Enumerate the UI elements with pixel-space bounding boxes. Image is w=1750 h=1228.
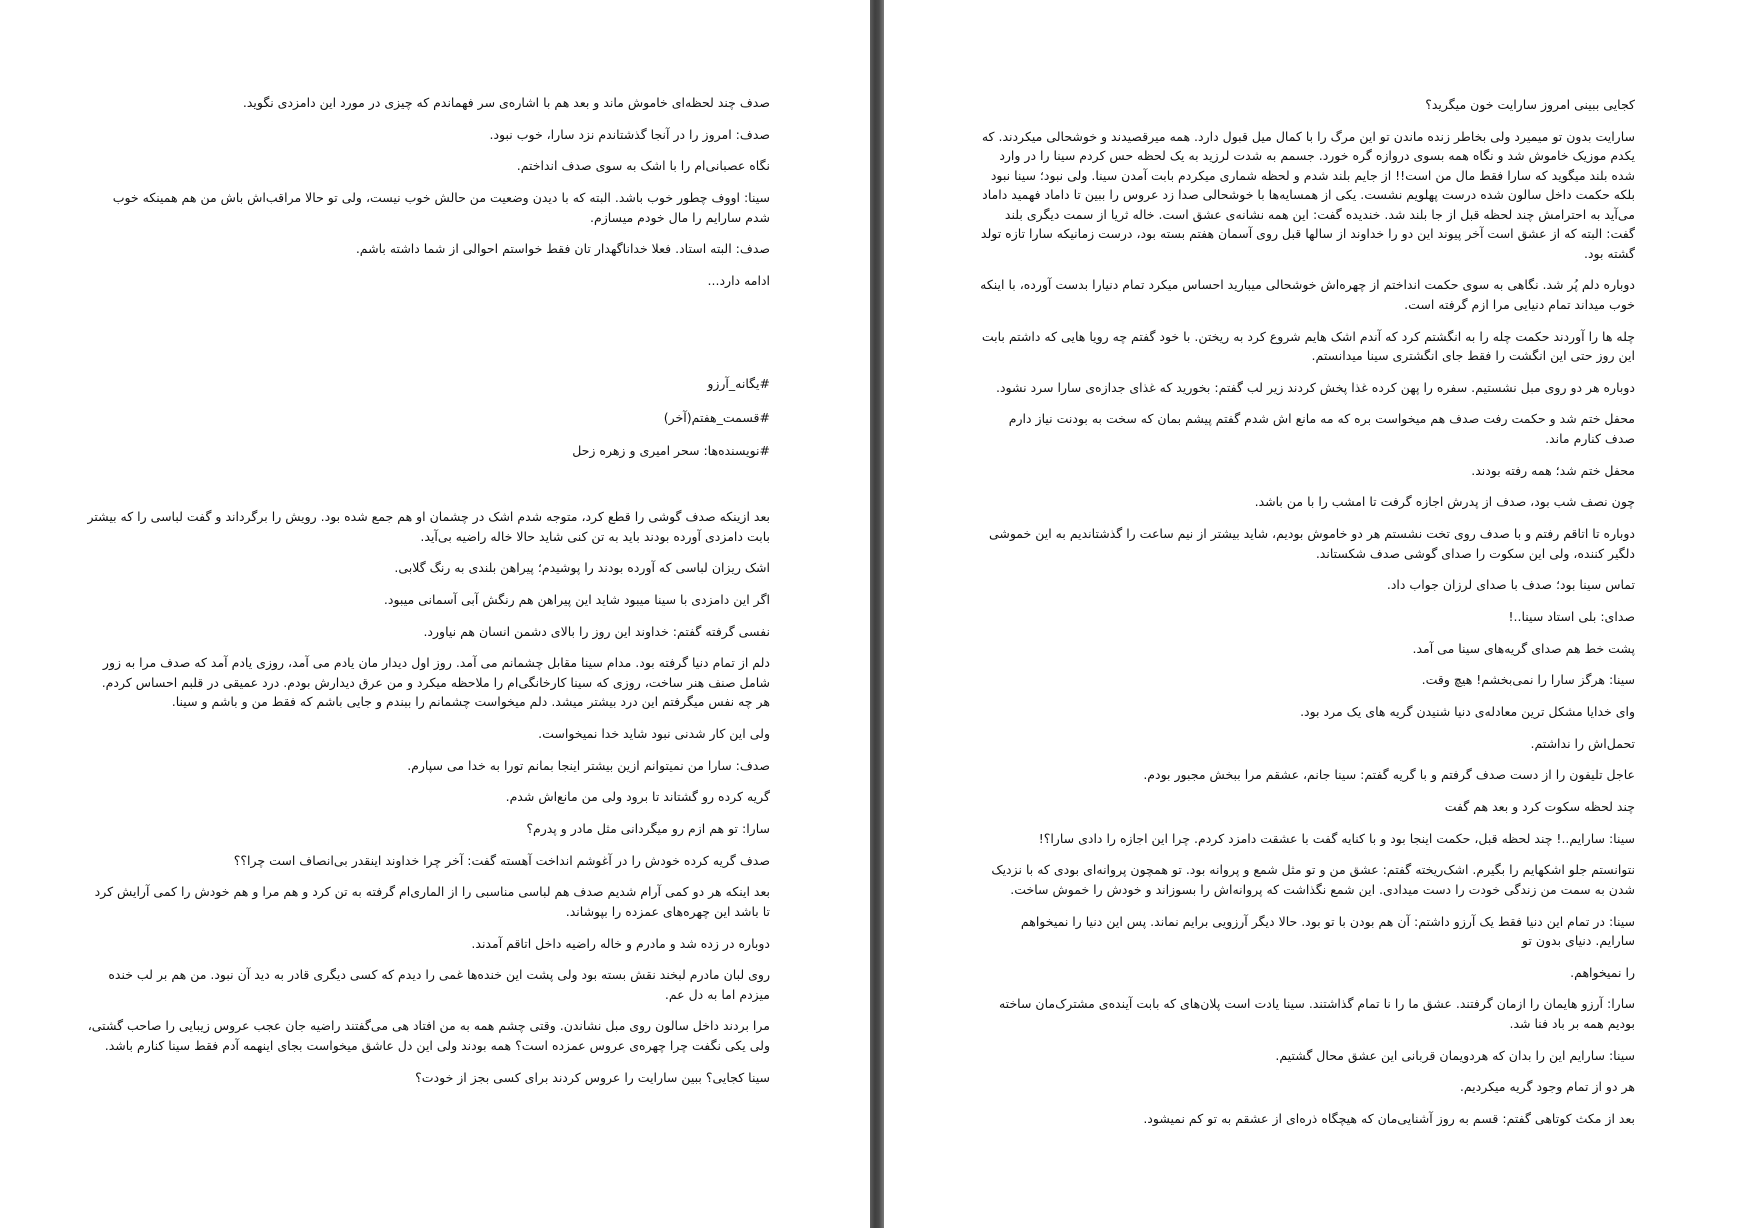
part-label: #قسمت_هفتم(آخر)	[663, 409, 770, 425]
paragraph: صدف: امروز را در آنجا گذشتاندم نزد سارا، خوب نبود.	[489, 126, 770, 142]
paragraph: تحمل‌اش را نداشتم.	[1530, 735, 1635, 751]
paragraph: را نمیخواهم.	[1570, 964, 1635, 980]
paragraph: سینا: سارایم..! چند لحظه قبل، حکمت اینجا بود و با کنایه گفت با عشقت دامزد کردم. چرا این اجازه را دادی سارا؟!	[1038, 830, 1635, 846]
paragraph: سینا: سارایم این را بدان که هردویمان قربانی این عشق محال گشتیم.	[1275, 1047, 1635, 1063]
paragraph: عاجل تلیفون را از دست صدف گرفتم و با گریه گفتم: سینا جانم، عشقم مرا ببخش مجبور بودم.	[1143, 767, 1635, 783]
paragraph: تماس سینا بود؛ صدف با صدای لرزان جواب داد.	[1386, 577, 1635, 593]
paragraph: نفسی گرفته گفتم: خداوند این روز را بالای دشمن انسان هم نیاورد.	[423, 623, 770, 639]
paragraph: بعد ازینکه صدف گوشی را قطع کرد، متوجه شدم اشک در چشمان او هم جمع شده بود. رویش را برگرداند و گفت لباسی را که بیشتر بابت دامزدی آورده بودند باید به تن کنی شاید حالا خاله راضیه بی‌آید.	[87, 509, 770, 544]
left-page-story-text	[85, 507, 770, 1099]
paragraph: بعد از مکث کوتاهی گفتم: قسم به روز آشنایی‌مان که هیچگاه ذره‌ای از عشقم به تو کم نمیشود.	[1143, 1111, 1635, 1126]
paragraph: هر دو از تمام وجود گریه میکردیم.	[1459, 1079, 1635, 1095]
paragraph: دوباره در زده شد و مادرم و خاله راضیه داخل اتاقم آمدند.	[471, 935, 770, 951]
paragraph: ولی این کار شدنی نبود شاید خدا نمیخواست.	[538, 725, 770, 741]
paragraph: محفل ختم شد و حکمت رفت صدف هم میخواست بره که مه مانع اش شدم گفتم پیشم بمان که سخت به بودنت نیاز دارم صدف کنارم ماند.	[1008, 411, 1635, 446]
paragraph: دلم از تمام دنیا گرفته بود. مدام سینا مقابل چشمانم می آمد. روز اول دیدار مان یادم می آمد، روزی یادم آمد که صدف مرا به زور شامل صنف هنر ساخت، روزی که سینا کارخانگی‌ام را ملاحظه میکرد و من عرق دیدارش بودم. درد عمیقی در قلبم احساس کردم. هر چه نفس میگرفتم این درد بیشتر میشد. دلم میخواست چشمانم را ببندم و جایی باشم که فقط من و باشم و سینا.	[101, 655, 770, 710]
paragraph: دوباره دلم پُر شد. نگاهی به سوی حکمت انداختم از چهره‌اش خوشحالی میبارید احساس میکرد تمام دنیارا بدست آورده، با اینکه خوب میداند تمام دنیایی مرا ازم گرفته است.	[980, 277, 1635, 312]
paragraph: سینا: اووف چطور خوب باشد. البته که با دیدن وضعیت من حالش خوب نیست، ولی تو حالا مراقب‌اش باش من هم همینکه خوب شدم سارایم را مال خودم میسازم.	[112, 190, 770, 225]
paragraph: صدف چند لحظه‌ای خاموش ماند و بعد هم با اشاره‌ی سر فهماندم که چیزی در مورد این دامزدی نگوید.	[242, 95, 770, 110]
paragraph: وای خدایا مشکل ترین معادله‌ی دنیا شنیدن گریه های یک مرد بود.	[1300, 703, 1635, 719]
paragraph: پشت خط هم صدای گریه‌های سینا می آمد.	[1412, 640, 1635, 656]
left-page	[0, 0, 870, 1228]
paragraph: نگاه عصبانی‌ام را با اشک به سوی صدف انداختم.	[516, 158, 770, 174]
paragraph: اشک ریزان لباسی که آورده بودند را پوشیدم؛ پیراهن بلندی به رنگ گلابی.	[394, 560, 770, 576]
continued-note: ادامه دارد...	[707, 272, 770, 288]
paragraph: کجایی ببینی امروز سارایت خون میگرید؟	[1425, 97, 1635, 112]
paragraph: سینا: هرگز سارا را نمی‌بخشم! هیچ وقت.	[1421, 672, 1635, 688]
paragraph: گریه کرده رو گشتاند تا برود ولی من مانع‌اش شدم.	[505, 789, 770, 805]
paragraph: نتوانستم جلو اشکهایم را بگیرم. اشک‌ریخته گفتم: عشق من و تو مثل شمع و پروانه بود. تو همچون پروانه‌ای بودی که با نزدیک شدن به سمت من زندگی خودت را دست میدادی. این شمع نگذاشت که پروانه‌اش را بسوزاند و خودش را خموش ساخت.	[991, 862, 1635, 897]
paragraph: صدف: سارا من نمیتوانم ازین بیشتر اینجا بمانم تورا به خدا می سپارم.	[407, 757, 770, 773]
paragraph: سینا: در تمام این دنیا فقط یک آرزو داشتم: آن هم بودن با تو بود. حالا دیگر آرزویی برایم نماند. پس این دنیا را نمیخواهم سارایم. دنیای بدون تو	[1020, 913, 1635, 949]
paragraph: دوباره هر دو روی مبل نشستیم. سفره را پهن کرده غذا پخش کردند زیر لب گفتم: بخورید که غذای جدازه‌ی سارا سرد نشود.	[995, 379, 1635, 395]
paragraph: چند لحظه سکوت کرد و بعد هم گفت	[1444, 799, 1635, 814]
paragraph: چون نصف شب بود، صدف از پدرش اجازه گرفت تا امشب را با من باشد.	[1254, 494, 1635, 510]
paragraph: صدف: البته استاد. فعلا خداناگهدار تان فقط خواستم احوالی از شما داشته باشم.	[355, 241, 770, 257]
paragraph: مرا بردند داخل سالون روی مبل نشاندن. وقتی چشم همه به من افتاد هی می‌گفتند راضیه جان عجب عروس زیبایی را صاحب گشتی، ولی یکی نگفت چرا چهره‌ی عروس عمزده است؟ همه بودند ولی این دل عاشق میخواست بجای اینهمه آدم فقط سینا کنارم باشد.	[87, 1018, 770, 1053]
paragraph: چله ها را آوردند حکمت چله را به انگشتم کرد که آندم اشک هایم شروع کرد به ریختن. با خود گفتم چه رویا هایی که داشتم بابت این روز حتی این انگشت را فقط جای انگشتری سینا میدانستم.	[981, 328, 1635, 364]
paragraph: سارا: تو هم ازم رو میگردانی مثل مادر و پدرم؟	[526, 821, 770, 836]
paragraph: سینا کجایی؟ ببین سارایت را عروس کردند برای کسی بجز از خودت؟	[415, 1069, 770, 1085]
paragraph: سارایت بدون تو میمیرد ولی بخاطر زنده ماندن تو این مرگ را با کمال میل قبول دارد. همه میرقصیدند و خوشحالی میکردند. که یکدم موزیک خاموش شد و نگاه همه بسوی دروازه گره خورد. جسمم به شدت لرزید به یک لحظه حس کردم سینا را در وارد شده بلند میگوید که سارا فقط مال من است!! از جایم بلند شدم و لحظه شماری میکردم بابت آمدن سینا. ولی نبود؛ سینا نبود بلکه حکمت داخل سالون شده درست پهلویم نشست. یکی از همسایه‌ها با خوشحالی صدا زد عروس را ببین تا داماد فهمید داماد می‌آید به احترامش چند لحظه قبل از جا بلند شد. خندیده گفت: این همه نشانه‌ی عشق است. خاله ثریا از سمت دیگری بلند گفت: البته که از عشق است آخر پیوند این دو را خداوند از سالها قبل روی آسمان هفتم بسته بود، درست زمانیکه سارا تازه تولد گشته بود.	[980, 128, 1635, 261]
paragraph: بعد اینکه هر دو کمی آرام شدیم صدف هم لباسی مناسبی را از الماری‌ام گرفته به تن کرد و هم مرا و هم خودش را کمی آرایش کرد تا باشد این چهره‌های عمزده را بپوشاند.	[94, 884, 770, 919]
chapter-header	[85, 374, 770, 475]
page-divider	[870, 0, 884, 1228]
paragraph: دوباره تا اتاقم رفتم و با صدف روی تخت نشستم هر دو خاموش بودیم، شاید بیشتر از نیم ساعت را گذشتاندیم به این خموشی دلگیر کننده، ولی این سکوت را صدای گوشی صدف شکستاند.	[988, 526, 1635, 561]
authors-line: #نویسنده‌ها: سحر امیری و زهره زحل	[572, 443, 770, 458]
paragraph: روی لبان مادرم لبخند نقش بسته بود ولی پشت این خنده‌ها غمی را دیدم که کسی دیگری قادر به دید آن نبود. من هم بر لب خنده میزدم اما به دل عم.	[108, 967, 770, 1002]
story-title: #یگانه_آرزو	[707, 376, 770, 391]
paragraph: محفل ختم شد؛ همه رفته بودند.	[1471, 462, 1635, 478]
right-page-text	[980, 95, 1635, 1141]
paragraph: صدای: بلی استاد سینا..!	[1508, 608, 1635, 624]
right-page	[884, 0, 1750, 1228]
left-page-top-text	[85, 93, 770, 303]
paragraph: صدف گریه کرده خودش را در آغوشم انداخت آهسته گفت: آخر چرا خداوند اینقدر بی‌انصاف است چرا؟؟	[233, 852, 770, 868]
paragraph: سارا: آرزو هایمان را ازمان گرفتند. عشق ما را نا تمام گذاشتند. سینا یادت است پلان‌های که بابت آینده‌ی مشترک‌مان ساخته بودیم همه بر باد فنا شد.	[998, 996, 1635, 1031]
paragraph: اگر این دامزدی با سینا میبود شاید این پیراهن هم رنگش آبی آسمانی میبود.	[383, 591, 770, 607]
